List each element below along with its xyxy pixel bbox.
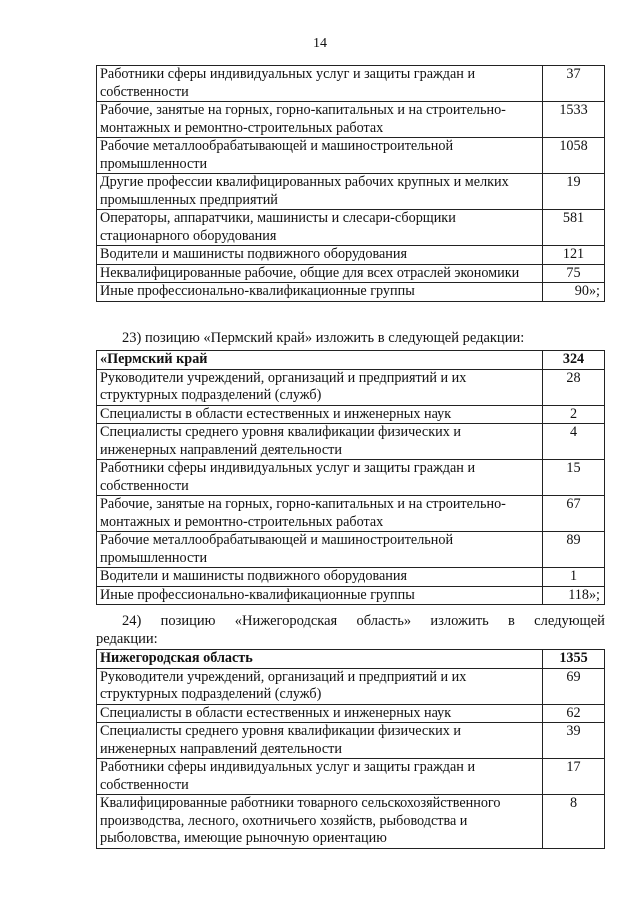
row-value: 90»; xyxy=(543,283,605,302)
perm-krai-table xyxy=(96,350,605,605)
row-label: Специалисты в области естественных и инженерных наук xyxy=(97,405,543,424)
row-label: Рабочие металлообрабатывающей и машиностроительной промышленности xyxy=(97,138,543,174)
row-value: 121 xyxy=(543,246,605,265)
row-value: 89 xyxy=(543,532,605,568)
row-label: Работники сферы индивидуальных услуг и защиты граждан и собственности xyxy=(97,460,543,496)
word: область» xyxy=(356,613,412,629)
row-value: 118»; xyxy=(543,586,605,605)
row-label: Рабочие, занятые на горных, горно-капитальных и на строительно-монтажных и ремонтно-строительных работах xyxy=(97,496,543,532)
row-value: 28 xyxy=(543,369,605,405)
table-row xyxy=(97,264,605,283)
row-label: Руководители учреждений, организаций и предприятий и их структурных подразделений (служб) xyxy=(97,668,543,704)
region-total: 1355 xyxy=(543,650,605,669)
row-label: Специалисты среднего уровня квалификации физических и инженерных направлений деятельности xyxy=(97,424,543,460)
table-row xyxy=(97,138,605,174)
row-value: 67 xyxy=(543,496,605,532)
table-row xyxy=(97,66,605,102)
row-value: 39 xyxy=(543,723,605,759)
word: в xyxy=(508,613,515,629)
table-row xyxy=(97,723,605,759)
paragraph-24-line-2: редакции: xyxy=(96,630,158,647)
row-label: Водители и машинисты подвижного оборудования xyxy=(97,568,543,587)
nizhny-novgorod-table xyxy=(96,649,605,849)
table-row xyxy=(97,174,605,210)
table-row xyxy=(97,246,605,265)
page-number: 14 xyxy=(313,36,327,51)
word: 24) xyxy=(122,613,142,629)
row-label: Руководители учреждений, организаций и предприятий и их структурных подразделений (служб) xyxy=(97,369,543,405)
row-value: 1533 xyxy=(543,102,605,138)
table-row xyxy=(97,424,605,460)
row-label: Работники сферы индивидуальных услуг и защиты граждан и собственности xyxy=(97,66,543,102)
table-header-row xyxy=(97,650,605,669)
table-row xyxy=(97,568,605,587)
table-row xyxy=(97,283,605,302)
row-value: 69 xyxy=(543,668,605,704)
row-label: Специалисты в области естественных и инженерных наук xyxy=(97,704,543,723)
table-row xyxy=(97,704,605,723)
row-label: Рабочие, занятые на горных, горно-капитальных и на строительно-монтажных и ремонтно-строительных работах xyxy=(97,102,543,138)
table-row xyxy=(97,460,605,496)
row-value: 1 xyxy=(543,568,605,587)
row-label: Иные профессионально-квалификационные группы xyxy=(97,283,543,302)
row-value: 17 xyxy=(543,759,605,795)
row-value: 8 xyxy=(543,795,605,849)
table-header-row xyxy=(97,351,605,370)
table-row xyxy=(97,759,605,795)
region-name: «Пермский край xyxy=(97,351,543,370)
table-row xyxy=(97,795,605,849)
table-row xyxy=(97,405,605,424)
region-name: Нижегородская область xyxy=(97,650,543,669)
table-row xyxy=(97,668,605,704)
row-label: Иные профессионально-квалификационные группы xyxy=(97,586,543,605)
table-row xyxy=(97,496,605,532)
word: «Нижегородская xyxy=(234,613,338,629)
row-label: Другие профессии квалифицированных рабочих крупных и мелких промышленных предприятий xyxy=(97,174,543,210)
row-value: 37 xyxy=(543,66,605,102)
paragraph-24-line-1 xyxy=(96,613,605,631)
row-value: 581 xyxy=(543,210,605,246)
word: позицию xyxy=(160,613,216,629)
row-label: Специалисты среднего уровня квалификации физических и инженерных направлений деятельности xyxy=(97,723,543,759)
row-value: 75 xyxy=(543,264,605,283)
paragraph-24 xyxy=(96,613,605,648)
row-label: Квалифицированные работники товарного сельскохозяйственного производства, лесного, охотничьего хозяйств, рыбоводства и рыболовства, имеющие рыночную ориентацию xyxy=(97,795,543,849)
row-value: 15 xyxy=(543,460,605,496)
occupation-table-continued xyxy=(96,65,605,302)
row-value: 62 xyxy=(543,704,605,723)
row-value: 1058 xyxy=(543,138,605,174)
table-row xyxy=(97,210,605,246)
word: изложить xyxy=(430,613,489,629)
row-value: 19 xyxy=(543,174,605,210)
region-total: 324 xyxy=(543,351,605,370)
row-value: 4 xyxy=(543,424,605,460)
word: следующей xyxy=(534,613,605,629)
table-row xyxy=(97,532,605,568)
row-label: Работники сферы индивидуальных услуг и защиты граждан и собственности xyxy=(97,759,543,795)
row-value: 2 xyxy=(543,405,605,424)
row-label: Рабочие металлообрабатывающей и машиностроительной промышленности xyxy=(97,532,543,568)
table-row xyxy=(97,102,605,138)
row-label: Водители и машинисты подвижного оборудования xyxy=(97,246,543,265)
row-label: Неквалифицированные рабочие, общие для всех отраслей экономики xyxy=(97,264,543,283)
paragraph-23: 23) позицию «Пермский край» изложить в следующей редакции: xyxy=(122,330,525,346)
row-label: Операторы, аппаратчики, машинисты и слесари-сборщики стационарного оборудования xyxy=(97,210,543,246)
table-row xyxy=(97,586,605,605)
table-row xyxy=(97,369,605,405)
